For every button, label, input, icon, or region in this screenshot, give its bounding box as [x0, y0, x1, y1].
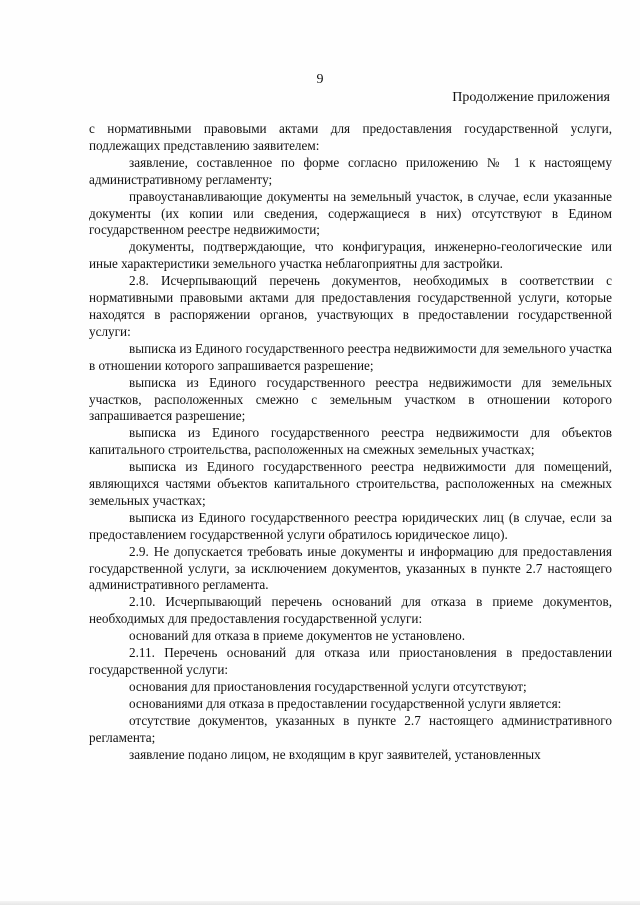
paragraph: основаниями для отказа в предоставлении государственной услуги является:: [129, 695, 562, 711]
page-number: 9: [316, 72, 324, 87]
paragraph: с нормативными правовыми актами для предоставления государственной услуги, подлежащих представлению заявителем:: [89, 121, 612, 153]
paragraph: выписка из Единого государственного реестра недвижимости для помещений, являющихся частями объектов капитального строительства, расположенных на смежных земельных участках;: [89, 459, 612, 508]
appendix-continuation-label: Продолжение приложения: [452, 90, 610, 105]
paragraph: основания для приостановления государственной услуги отсутствуют;: [129, 678, 527, 694]
paragraph: оснований для отказа в приеме документов не установлено.: [129, 628, 466, 644]
paragraph: выписка из Единого государственного реестра недвижимости для земельных участков, расположенных смежно с земельным участком в отношении которого запрашивается разрешение;: [89, 374, 612, 424]
paragraph: выписка из Единого государственного реестра юридических лиц (в случае, если за предоставлением государственной услуги обратилось юридическое лицо).: [89, 509, 612, 542]
paragraph: документы, подтверждающие, что конфигурация, инженерно-геологические или иные характеристики земельного участка неблагоприятны для застройки.: [89, 239, 612, 272]
paragraph: 2.11. Перечень оснований для отказа или приостановления в предоставлении государственной услуги:: [89, 645, 612, 677]
paragraph: правоустанавливающие документы на земельный участок, в случае, если указанные документы (их копии или сведения, содержащиеся в них) отсутствуют в Едином государственном реестре недвижимости;: [89, 188, 612, 238]
paragraph: выписка из Единого государственного реестра недвижимости для земельного участка в отношении которого запрашивается разрешение;: [89, 340, 612, 373]
paragraph: отсутствие документов, указанных в пункте 2.7 настоящего административного регламента;: [89, 712, 612, 745]
paragraph: выписка из Единого государственного реестра недвижимости для объектов капитального строительства, расположенных на смежных земельных участках;: [89, 425, 612, 458]
document-body: [89, 121, 612, 763]
paragraph: заявление подано лицом, не входящим в круг заявителей, установленных: [129, 746, 541, 762]
page-bottom-edge: [0, 901, 640, 905]
paragraph: 2.9. Не допускается требовать иные документы и информацию для предоставления государственной услуги, за исключением документов, указанных в пункте 2.7 настоящего административного регламента.: [89, 543, 612, 593]
paragraph: 2.10. Исчерпывающий перечень оснований для отказа в приеме документов, необходимых для предоставления государственной услуги:: [89, 594, 612, 627]
paragraph: заявление, составленное по форме согласно приложению № 1 к настоящему административному регламенту;: [89, 154, 612, 187]
paragraph: 2.8. Исчерпывающий перечень документов, необходимых в соответствии с нормативными правовыми актами для предоставления государственной услуги, которые находятся в распоряжении органов, участвующих в предоставлении государственной услуги:: [89, 273, 612, 339]
